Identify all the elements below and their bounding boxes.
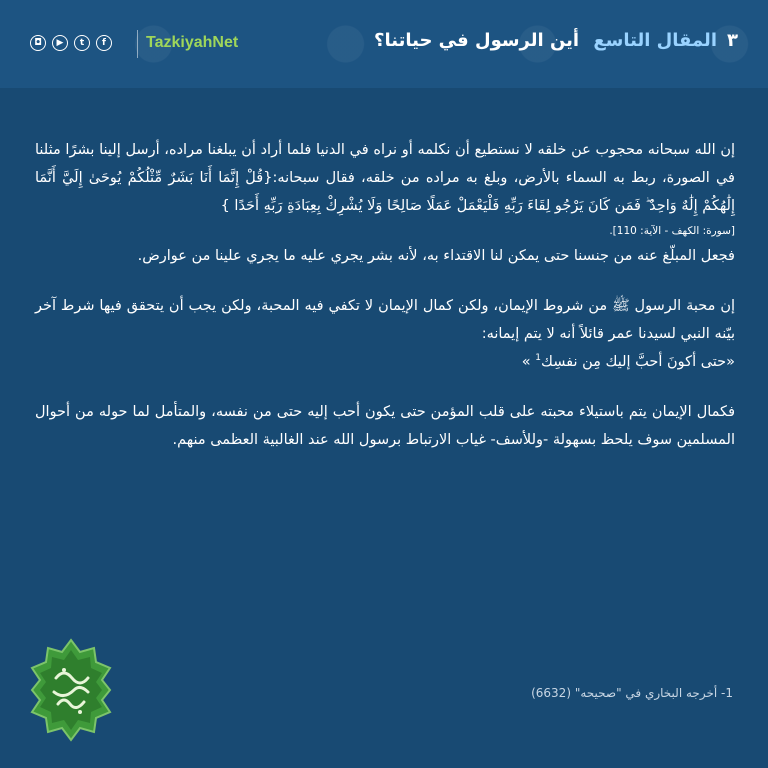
- article-body: [35, 136, 735, 454]
- social-links: [30, 35, 112, 51]
- hadith-text: «حتى أكونَ أحبَّ إليك مِن نفسِك: [540, 354, 735, 370]
- series-label: المقال التاسع: [593, 30, 717, 51]
- hadith-quote-end: »: [521, 354, 531, 370]
- header-divider: [137, 30, 138, 58]
- instagram-icon[interactable]: ◘: [30, 35, 46, 51]
- page-title: [374, 30, 738, 51]
- spacer: [35, 376, 735, 398]
- hadith-quote: [35, 348, 735, 376]
- spacer: [35, 270, 735, 292]
- facebook-icon[interactable]: f: [96, 35, 112, 51]
- paragraph-3: إن محبة الرسول ﷺ من شروط الإيمان، ولكن كمال الإيمان لا تكفي فيه المحبة، ولكن يجب أن يتحقق فيها شرط آخر بيّنه النبي لسيدنا عمر قائلاً أنه لا يتم إيمانه:: [35, 298, 735, 342]
- title-text: أين الرسول في حياتنا؟: [374, 30, 580, 51]
- brand-name[interactable]: TazkiyahNet: [146, 34, 239, 51]
- quran-verse: {قُلْ إِنَّمَا أَنَا بَشَرٌ مِّثْلُكُمْ يُوحَىٰ إِلَيَّ أَنَّمَا إِلَٰهُكُمْ إِلَٰهٌ وَاحِدٌ ۖ فَمَن كَانَ يَرْجُو لِقَاءَ رَبِّهِ فَلْيَعْمَلْ عَمَلًا صَالِحًا وَلَا يُشْرِكْ بِعِبَادَةِ رَبِّهِ أَحَدًا }: [35, 170, 735, 214]
- paragraph-1: [35, 136, 735, 220]
- verse-source: [سورة: الكهف - الآية: 110].: [609, 225, 735, 237]
- article-number: ٣: [727, 30, 738, 51]
- youtube-icon[interactable]: ▶: [52, 35, 68, 51]
- header-bar: [0, 0, 768, 88]
- footnote-ref[interactable]: 1: [535, 353, 541, 364]
- paragraph-4: فكمال الإيمان يتم باستيلاء محبته على قلب المؤمن حتى يكون أحب إليه حتى من نفسه، والمتأمل لما حوله من أحوال المسلمين سوف يلحظ بسهولة -وللأسف- غياب الارتباط برسول الله عند الغالبية العظمى منهم.: [35, 404, 735, 448]
- footnote: 1- أخرجه البخاري في "صحيحه" (6632): [531, 686, 733, 700]
- twitter-icon[interactable]: t: [74, 35, 90, 51]
- tazkiyah-calligraphy-logo-icon: [30, 638, 112, 742]
- paragraph-2: فجعل المبلّغ عنه من جنسنا حتى يمكن لنا الاقتداء به، لأنه بشر يجري عليه ما يجري علينا من عوارض.: [137, 248, 735, 264]
- paragraph-1-text: إن الله سبحانه محجوب عن خلقه لا نستطيع أن نكلمه أو نراه في الدنيا فلما أراد أن يبلغنا مراده، أرسل إلينا بشرًا مثلنا في الصورة، ربط به السماء بالأرض، وبلغ به مراده من خلقه، فقال سبحانه:: [35, 142, 735, 186]
